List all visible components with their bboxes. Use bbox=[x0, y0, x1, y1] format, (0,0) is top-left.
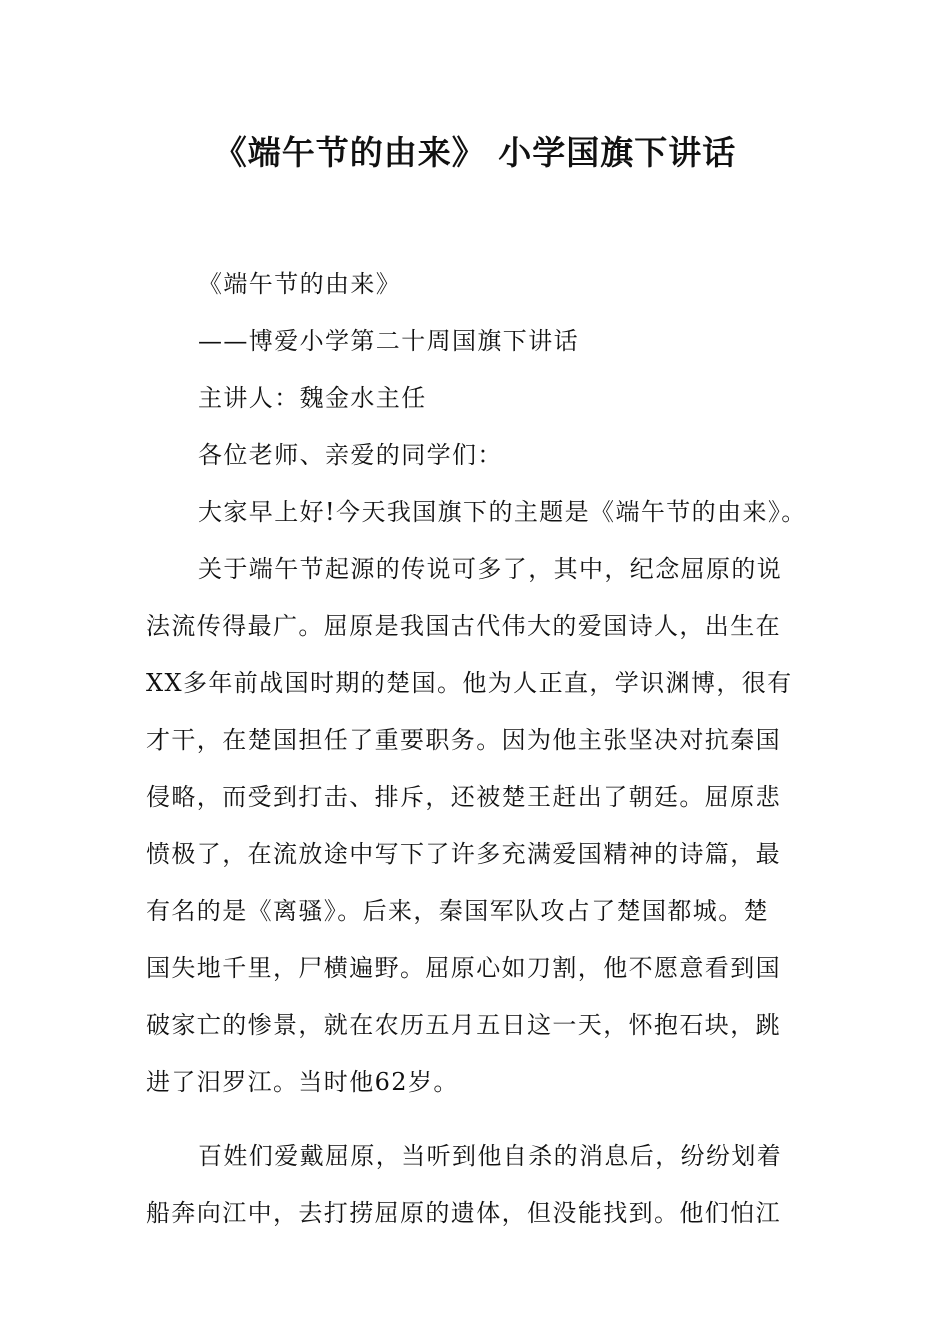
subtitle-line: ——博爱小学第二十周国旗下讲话 bbox=[198, 327, 579, 355]
subtitle-line: 《端午节的由来》 bbox=[198, 270, 402, 298]
paragraph-line: 船奔向江中，去打捞屈原的遗体，但没能找到。他们怕江 bbox=[146, 1199, 781, 1227]
paragraph-line: 侵略，而受到打击、排斥，还被楚王赶出了朝廷。屈原悲 bbox=[146, 783, 781, 811]
document-title: 《端午节的由来》 小学国旗下讲话 bbox=[213, 133, 737, 172]
paragraph-line: 国失地千里，尸横遍野。屈原心如刀割，他不愿意看到国 bbox=[146, 954, 781, 982]
speaker-line: 主讲人：魏金水主任 bbox=[198, 384, 427, 412]
paragraph-line: 才干，在楚国担任了重要职务。因为他主张坚决对抗秦国 bbox=[146, 726, 781, 754]
paragraph-line: XX多年前战国时期的楚国。他为人正直，学识渊博，很有 bbox=[146, 669, 793, 697]
paragraph-line: 关于端午节起源的传说可多了，其中，纪念屈原的说 bbox=[198, 555, 783, 583]
paragraph-spacer bbox=[146, 1111, 808, 1128]
salutation-line: 各位老师、亲爱的同学们： bbox=[198, 441, 503, 469]
greeting-line: 大家早上好!今天我国旗下的主题是《端午节的由来》。 bbox=[198, 498, 807, 526]
paragraph-line: 法流传得最广。屈原是我国古代伟大的爱国诗人，出生在 bbox=[146, 612, 781, 640]
document-body bbox=[146, 256, 808, 1242]
paragraph-line: 有名的是《离骚》。后来，秦国军队攻占了楚国都城。楚 bbox=[146, 897, 769, 925]
paragraph-line: 进了汨罗江。当时他62岁。 bbox=[146, 1068, 459, 1096]
paragraph-line: 愤极了，在流放途中写下了许多充满爱国精神的诗篇，最 bbox=[146, 840, 781, 868]
paragraph-line: 百姓们爱戴屈原，当听到他自杀的消息后，纷纷划着 bbox=[198, 1142, 783, 1170]
paragraph-line: 破家亡的惨景，就在农历五月五日这一天，怀抱石块，跳 bbox=[146, 1011, 781, 1039]
